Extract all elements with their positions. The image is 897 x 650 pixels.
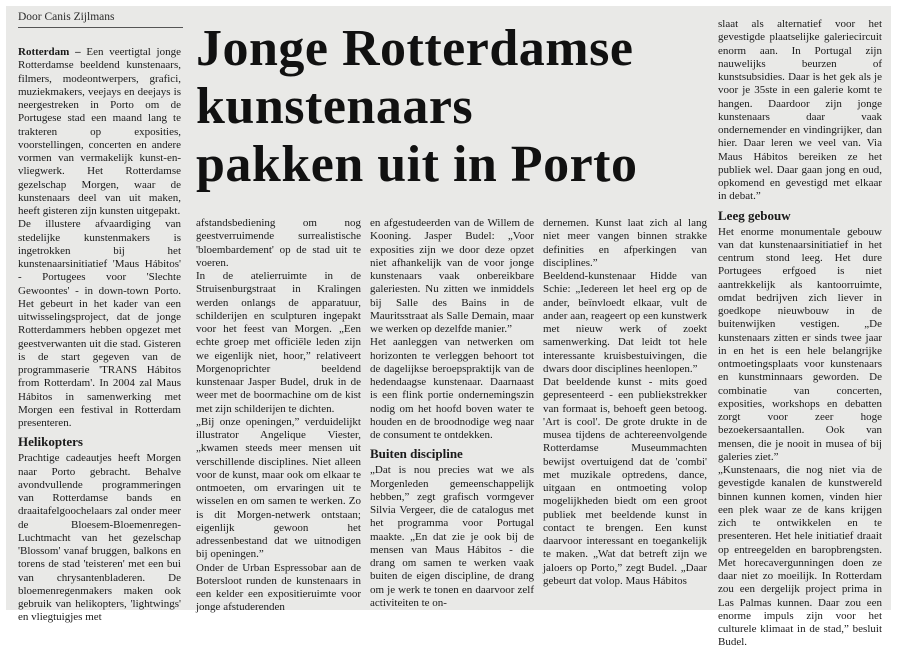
paragraph: Het enorme monumentale gebouw van dat kunstenaarsinitiatief in het centrum stond leeg. Het dure Portugees erfgoed is niet aantrekkelijk als kantoorruimte, omdat bedrijven zich liever in goedkope nieuwbouw in de buitenwijken vestigen. „De kunstenaars zitten er sinds twee jaar in en het is een hele belangrijke ontmoetingsplaats voor kunstenaars en kunstminnaars geworden. De combinatie van concerten, exposities, workshops en debatten zorgt voor zeer hoge bezoekersaantallen. Ook van mensen, die je nooit in musea of bij galeries ziet.” bbox=[718, 225, 882, 463]
column-1 bbox=[18, 46, 181, 624]
paragraph: „Dat is nou precies wat we als Morgenleden gemeenschappelijk hebben,” zegt grafisch vormgever Silvia Vergeer, die de catalogus met het programma voor Portugal maakte. „En dat zie je ook bij de mensen van Maus Hábitos - die drang om samen te werken vaak buiten de eigen discipline, de drang om je werk te tonen en daarvoor zelf activiteiten te on- bbox=[370, 464, 534, 609]
subhead-buiten-discipline: Buiten discipline bbox=[370, 446, 463, 462]
paragraph: dernemen. Kunst laat zich al lang niet meer vangen binnen strakke definities en afperkingen van disciplines.” bbox=[543, 217, 707, 269]
column-5 bbox=[718, 18, 882, 649]
paragraph: afstandsbediening om nog geestverruimende surrealistische 'bloembardement' op de stad uit te voeren. bbox=[196, 217, 361, 269]
headline-line-3: pakken uit in Porto bbox=[196, 136, 638, 193]
paragraph: slaat als alternatief voor het gevestigde plaatselijke galeriecircuit enorm aan. In Portugal zijn nauwelijks beurzen of kunstsubsidies. Daar is het gek als je voor je 35ste in een galerie komt te hangen. Daardoor zijn jonge kunstenaars daar vaak ondernemender en vindingrijker, dan hier. Daar leren we veel van. Via Maus Hábitos bereiken ze het publiek wel. Daar gaan jong en oud, opkomend en gevestigd met elkaar in debat.” bbox=[718, 18, 882, 203]
intro-paragraph bbox=[18, 46, 181, 218]
headline-line-1: Jonge Rotterdamse bbox=[196, 20, 634, 77]
column-3 bbox=[370, 217, 534, 608]
paragraph: Onder de Urban Espressobar aan de Botersloot runden de kunstenaars in een kelder een expositieruimte voor jonge afstuderenden bbox=[196, 561, 361, 614]
subhead-leeg-gebouw: Leeg gebouw bbox=[718, 207, 791, 223]
paragraph: Prachtige cadeautjes heeft Morgen naar Porto gebracht. Behalve avondvullende programmeringen van Rotterdamse bands en draaitafelgoochelaars zal onder meer de Bloesem-Bloemenregen-Luchtmacht van het gezelschap 'Blossom' vanaf bruggen, balkons en torens de stad 'teisteren' met een bui van chrysantenbladeren. De bloemenregenmakers maken ook gebruik van helikopters, 'lightwings' en vliegtuigjes met bbox=[18, 452, 181, 624]
byline-rule bbox=[18, 27, 183, 28]
paragraph: en afgestudeerden van de Willem de Kooning. Jasper Budel: „Voor exposities zijn we door deze opzet niet afhankelijk van de voor jonge kunstenaars vaak onbereikbare galeriesten. Nu zitten we inmiddels bij Salle des Bains in de Mauritsstraat als Salle Demain, maar we werken op dezelfde manier.” bbox=[370, 217, 534, 335]
headline-line-2: kunstenaars bbox=[196, 78, 474, 135]
column-2 bbox=[196, 217, 361, 614]
paragraph: „Bij onze openingen,” verduidelijkt illustrator Angelique Viester, „kwamen steeds meer mensen uit verschillende disciplines. Niet alleen voor de kunst, maar ook om elkaar te ontmoeten, om ervaringen uit te wisselen en om samen te werken. Zo is dit Morgen-netwerk ontstaan; eigenlijk gewoon het adressenbestand dat we uitnodigen bij openingen.” bbox=[196, 415, 361, 561]
byline: Door Canis Zijlmans bbox=[18, 11, 115, 23]
paragraph: „Kunstenaars, die nog niet via de gevestigde kanalen de kunstwereld binnen kunnen komen, vinden hier een plek waar ze de kans krijgen zich te ontwikkelen en te presenteren. Het hele initiatief draait op entreegelden en baropbrengsten. Met horecavergunningen doen ze daar niet zo moeilijk. In Rotterdam zou een dergelijk project prima in Las Palmas kunnen. Daar zou een enorme impuls zijn voor het culturele klimaat in de stad,” besluit Budel. bbox=[718, 464, 882, 649]
paragraph: In de atelierruimte in de Struisenburgstraat in Kralingen werden onlangs de apparatuur, schilderijen en sculpturen ingepakt voor het feest van Morgen. „Een echte groep met officiële leden zijn we eigenlijk niet, hoor,” relativeert Morgenoprichter beeldend kunstenaar Jasper Budel, druk in de weer met de boormachine om de kist met zijn schilderijen te dichten. bbox=[196, 270, 361, 415]
paragraph: Dat beeldende kunst - mits goed gepresenteerd - een publiekstrekker van formaat is, behoeft geen betoog. 'Art is cool'. De grote drukte in de musea tijdens de achtereenvolgende Rotterdamse Museummachten bewijst overtuigend dat de 'combi' met muzikale optredens, dance, uitgaan en ontmoeting volop mogelijkheden biedt om een groot publiek met beeldende kunst in contact te brengen. Een kunst daarvoor interessant en toegankelijk te maken. „Wat dat betreft zijn we jaloers op Porto,” zegt Budel. „Daar gebeurt dat volop. Maus Hábitos bbox=[543, 376, 707, 587]
newspaper-clipping bbox=[6, 6, 891, 649]
column-4 bbox=[543, 217, 707, 608]
intro-text: Een veertigtal jonge Rotterdamse beeldend kunstenaars, filmers, modeontwerpers, grafici, muziekmakers, veejays en deejays is neergestreken in Porto om de Portugese stad een maand lang te trakteren op exposities, voorstellingen, concerten en andere vormen van vermakelijk kunst-en-vliegwerk. Het Rotterdamse gezelschap Morgen, waar de kunstenaars deel van uit maken, heeft gisteren zijn kunsten uitgepakt. bbox=[18, 46, 181, 217]
paragraph: De illustere afvaardiging van stedelijke kunstenmakers is ingetrokken bij het kunstenaarsinitiatief 'Maus Hábitos' - Portugees voor 'Slechte Gewoontes' - in down-town Porto. Het gebeurt in het kader van een uitwisselingsproject, dat de jonge Rotterdammers hebben opgezet met geestverwanten uit die stad. Gisteren is de start gegeven van de programmaserie 'TRANS Hábitos from Rotterdam'. In 2004 zal Maus Hábitos in samenwerking met Morgen een festival in Rotterdam presenteren. bbox=[18, 218, 181, 429]
subhead-helikopters: Helikopters bbox=[18, 434, 83, 450]
headline bbox=[196, 20, 721, 194]
paragraph: Het aanleggen van netwerken om horizonten te verleggen behoort tot de dagelijkse beroepspraktijk van de hedendaagse kunstenaar. Daarnaast is een flink portie ondernemingszin nodig om het hoofd boven water te houden en de broodnodige weg naar de consument te ontdekken. bbox=[370, 336, 534, 441]
paragraph: Beeldend-kunstenaar Hidde van Schie: „Iedereen let heel erg op de ander, beïnvloedt elkaar, vult de ander aan, reageert op een kunstwerk met nieuw werk of zoekt samenwerking. Dat leidt tot hele interessante kruisbestuivingen, die dwars door disciplines heenlopen.” bbox=[543, 270, 707, 375]
intro-location: Rotterdam – bbox=[18, 46, 81, 58]
